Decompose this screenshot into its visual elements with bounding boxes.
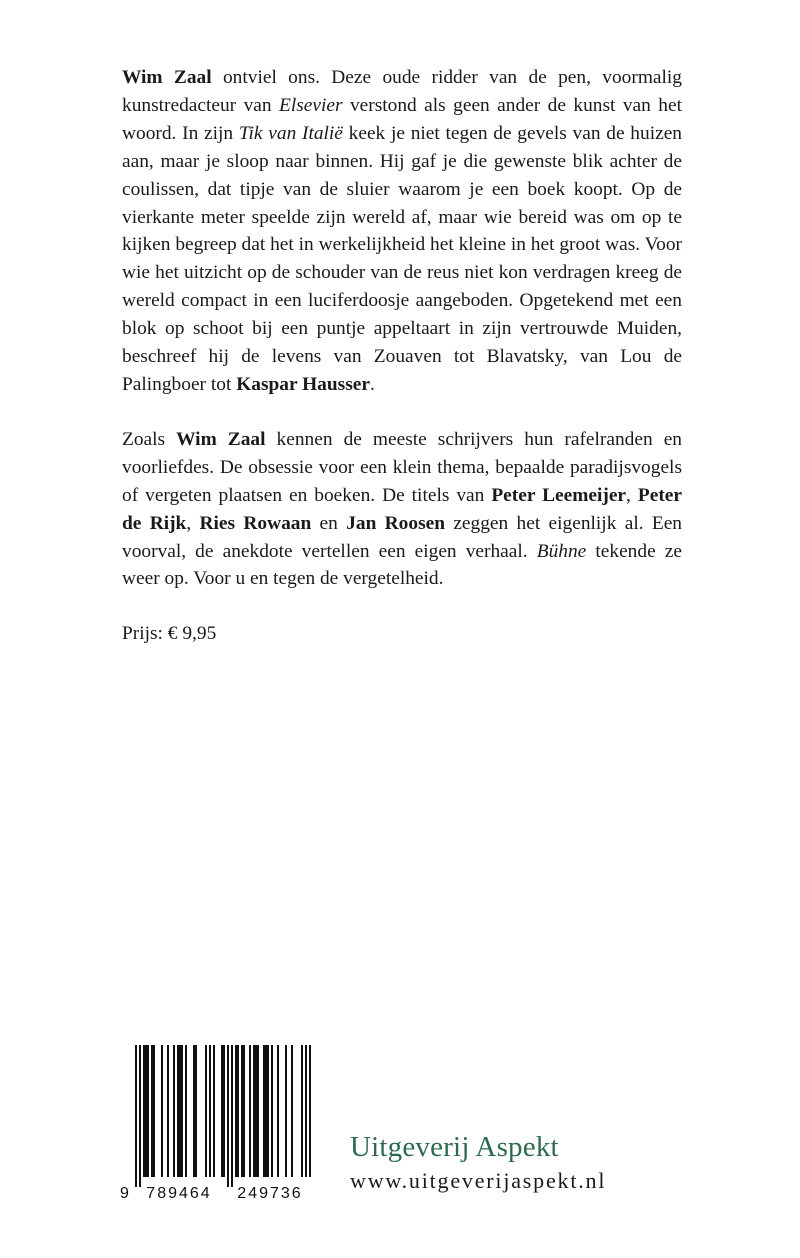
book-title: Bühne: [536, 540, 587, 562]
barcode-bar: [305, 1045, 307, 1177]
barcode-bar: [235, 1045, 237, 1177]
barcode-bar: [213, 1045, 215, 1177]
barcode-bar: [221, 1045, 223, 1177]
author-name: Ries Rowaan: [199, 512, 312, 534]
barcode-bar: [145, 1045, 147, 1177]
price: Prijs: € 9,95: [122, 623, 217, 645]
barcode-bar: [151, 1045, 153, 1177]
barcode-bar: [241, 1045, 243, 1177]
barcode-bar: [195, 1045, 197, 1177]
barcode-bar: [243, 1045, 245, 1177]
isbn-barcode: [118, 1043, 318, 1203]
barcode-bar: [181, 1045, 183, 1177]
barcode-bar: [271, 1045, 273, 1177]
barcode-bar: [193, 1045, 195, 1177]
barcode-digit-first: 9: [120, 1185, 129, 1202]
barcode-bar: [227, 1045, 229, 1187]
author-name: Wim Zaal: [122, 67, 212, 88]
book-title: Tik van Italië: [238, 122, 343, 144]
blurb-paragraph-2: Zoals Wim Zaal kennen de meeste schrijvers hun rafelranden en voorliefdes. De obsessie voor een klein thema, bepaalde paradijsvogels of vergeten plaatsen en boeken. De titels van Peter Leemeijer, Peter de Rijk, Ries Rowaan en Jan Roosen zeggen het eigenlijk al. Een voorval, de anekdote vertellen een eigen verhaal. Bühne tekende ze weer op. Voor u en tegen de vergetelheid.: [122, 428, 683, 590]
barcode-bar: [205, 1045, 207, 1177]
barcode-bar: [277, 1045, 279, 1177]
author-name: Wim Zaal: [176, 428, 266, 450]
barcode-bar: [139, 1045, 141, 1187]
publisher-url[interactable]: www.uitgeverijaspekt.nl: [350, 1168, 607, 1193]
publisher-name: Uitgeverij Aspekt: [350, 1131, 559, 1163]
barcode-bar: [309, 1045, 311, 1177]
barcode-bar: [301, 1045, 303, 1177]
barcode-bars: [135, 1045, 318, 1187]
author-name: Peter de Rijk: [122, 484, 682, 534]
person-name: Kaspar Hausser: [236, 373, 370, 395]
back-cover-text: [122, 64, 682, 675]
barcode-bar: [223, 1045, 225, 1177]
barcode-bar: [185, 1045, 187, 1177]
barcode-bar: [267, 1045, 269, 1177]
barcode-digits-left: 789464: [146, 1185, 212, 1202]
barcode-bar: [147, 1045, 149, 1177]
barcode-bar: [179, 1045, 181, 1177]
barcode-bar: [209, 1045, 211, 1177]
barcode-bar: [177, 1045, 179, 1177]
blurb-paragraph-1: Wim Zaal ontviel ons. Deze oude ridder van de pen, voormalig kunstredacteur van Elsevier verstond als geen ander de kunst van het woord. In zijn Tik van Italië keek je niet tegen de gevels van de huizen aan, maar je sloop naar binnen. Hij gaf je die gewenste blik achter de coulissen, dat tipje van de sluier waarom je een boek koopt. Op de vierkante meter speelde zijn wereld af, maar wie bereid was om op te kijken begreep dat het in werkelijkheid het kleine in het groot was. Voor wie het uitzicht op de schouder van de reus niet kon verdragen kreeg de wereld compact in een luciferdoosje aangeboden. Opgetekend met een blok op schoot bij een puntje appeltaart in zijn vertrouwde Muiden, beschreef hij de levens van Zouaven tot Blavatsky, van Lou de Palingboer tot Kaspar Hausser.: [122, 67, 682, 395]
barcode-bar: [263, 1045, 265, 1177]
magazine-title: Elsevier: [279, 94, 343, 116]
author-name: Jan Roosen: [346, 512, 446, 534]
author-name: Peter Leemeijer: [491, 484, 627, 506]
barcode-bar: [135, 1045, 137, 1187]
barcode-bar: [237, 1045, 239, 1177]
barcode-bar: [291, 1045, 293, 1177]
barcode-bar: [161, 1045, 163, 1177]
barcode-bar: [167, 1045, 169, 1177]
barcode-bar: [253, 1045, 255, 1177]
barcode-bar: [255, 1045, 257, 1177]
barcode-bar: [265, 1045, 267, 1177]
barcode-bar: [231, 1045, 233, 1187]
barcode-bar: [285, 1045, 287, 1177]
barcode-bar: [153, 1045, 155, 1177]
publisher-block: [350, 1130, 680, 1196]
barcode-bar: [173, 1045, 175, 1177]
barcode-bar: [257, 1045, 259, 1177]
barcode-bar: [249, 1045, 251, 1177]
barcode-bar: [143, 1045, 145, 1177]
barcode-digits-right: 249736: [237, 1185, 303, 1202]
barcode-graphic: [118, 1043, 318, 1203]
